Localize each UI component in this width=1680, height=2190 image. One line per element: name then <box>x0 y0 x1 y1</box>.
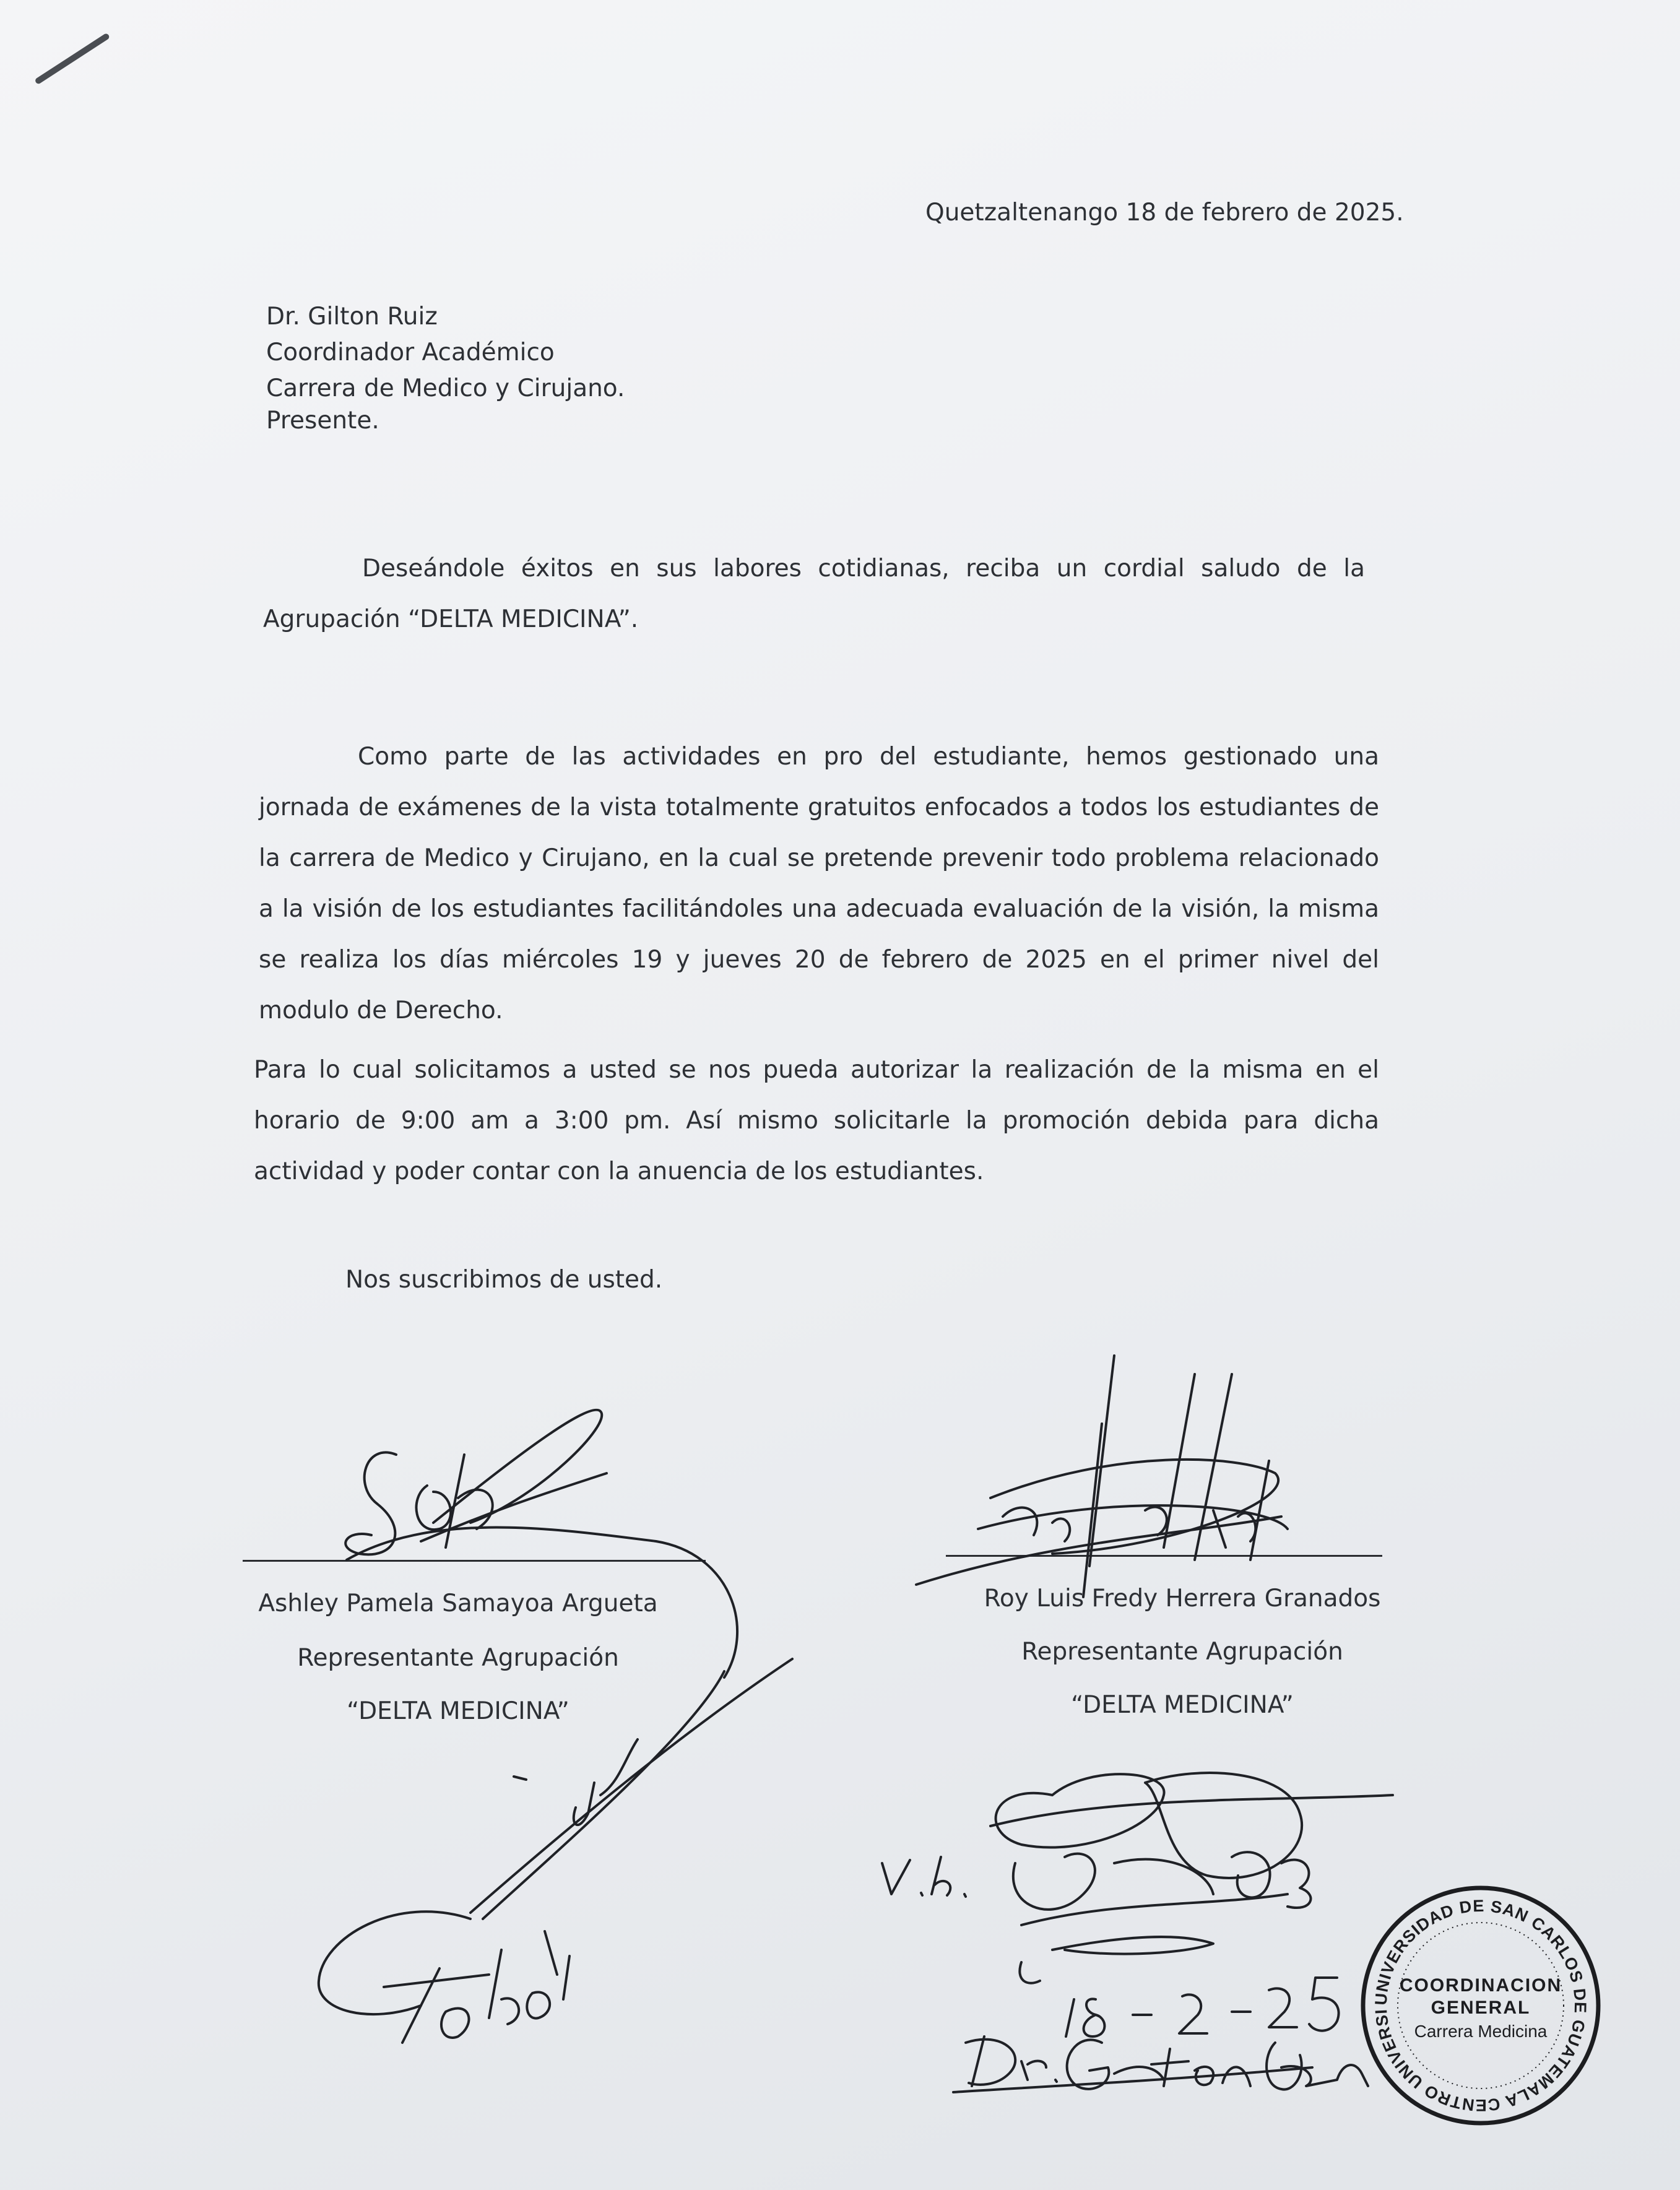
stamp-line-1: COORDINACION <box>1399 1975 1562 1996</box>
recipient-closing: Presente. <box>266 407 379 435</box>
signatory-left-group: “DELTA MEDICINA” <box>347 1697 569 1725</box>
handwritten-signoff <box>953 2036 1368 2092</box>
approval-signature <box>990 1773 1393 1983</box>
paragraph-greeting: Deseándole éxitos en sus labores cotidianas, reciba un cordial saludo de la Agrupación “DELTA MEDICINA”. <box>263 555 1365 633</box>
farewell-line: Nos suscribimos de usted. <box>345 1266 663 1294</box>
vb-mark <box>882 1857 966 1897</box>
recipient-name: Dr. Gilton Ruiz <box>266 303 438 331</box>
date-line: Quetzaltenango 18 de febrero de 2025. <box>925 199 1404 227</box>
signatory-right-group: “DELTA MEDICINA” <box>1071 1691 1294 1719</box>
staple-mark <box>34 33 110 85</box>
signatory-left-name: Ashley Pamela Samayoa Argueta <box>258 1590 658 1617</box>
margin-note-todo-bien <box>319 1739 638 2043</box>
svg-text:UNIVERSIDAD DE SAN CARLOS DE G: UNIVERSIDAD DE SAN CARLOS DE GUATEMALA CENTRO UNIVERSI <box>1371 1896 1590 2115</box>
signatory-right <box>966 1572 1399 1732</box>
handwritten-date <box>1066 1978 1339 2036</box>
paragraph-activity: Como parte de las actividades en pro del estudiante, hemos gestionado una jornada de exámenes de la vista totalmente gratuitos enfocados a todos los estudiantes de la carrera de Medico y Cirujano, en la cual se pretende prevenir todo problema relacionado a la visión de los estudiantes facilitándoles una adecuada evaluación de la visión, la misma se realiza los días miércoles 19 y jueves 20 de febrero de 2025 en el primer nivel del modulo de Derecho. <box>259 743 1379 1024</box>
stamp-text <box>1357 1975 1604 2044</box>
stamp-line-3: Carrera Medicina <box>1414 2022 1548 2041</box>
signature-line-right <box>946 1555 1382 1557</box>
recipient-program: Carrera de Medico y Cirujano. <box>266 374 625 402</box>
signature-line-left <box>243 1560 706 1562</box>
signatory-right-name: Roy Luis Fredy Herrera Granados <box>984 1585 1381 1612</box>
signatory-left-role: Representante Agrupación <box>297 1644 619 1672</box>
signature-right-scribble <box>916 1356 1288 1597</box>
stamp-line-2: GENERAL <box>1431 1997 1531 2018</box>
institution-stamp <box>1357 1882 1604 2129</box>
signatory-left <box>223 1577 693 1738</box>
paragraph-request: Para lo cual solicitamos a usted se nos pueda autorizar la realización de la misma en el horario de 9:00 am a 3:00 pm. Así mismo solicitarle la promoción debida para dicha actividad y poder contar con la anuencia de los estudiantes. <box>254 1056 1379 1185</box>
recipient-title: Coordinador Académico <box>266 339 555 366</box>
signatory-right-role: Representante Agrupación <box>1021 1638 1343 1666</box>
